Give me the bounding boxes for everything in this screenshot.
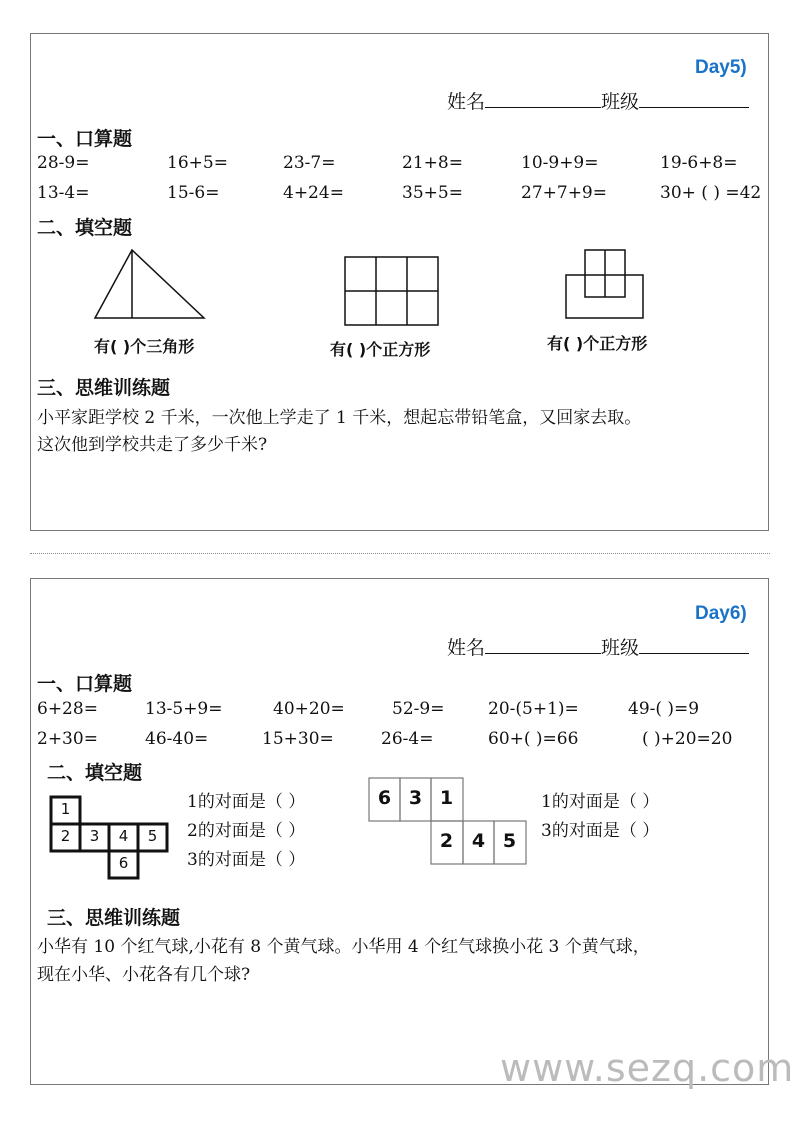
arith-problem: 23-7=	[283, 153, 336, 173]
arith-problem: 20-(5+1)=	[488, 699, 579, 719]
net-face-number: 3	[408, 787, 423, 809]
arith-problem: 19-6+8=	[660, 153, 738, 173]
watermark: www.sezq.com	[500, 1046, 795, 1090]
arith-problem: 46-40=	[145, 729, 209, 749]
problem-text: 小平家距学校 2 千米，一次他上学走了 1 千米，想起忘带铅笔盒，又回家去取。	[37, 408, 642, 428]
problem-text: 现在小华、小花各有几个球?	[37, 965, 251, 985]
problem-text: 小华有 10 个红气球,小花有 8 个黄气球。小华用 4 个红气球换小花 3 个黄气球，	[37, 937, 650, 957]
day5-title: Day5)	[695, 57, 747, 78]
net-face-number: 4	[118, 827, 129, 845]
net-face-number: 6	[118, 854, 129, 872]
net-face-number: 2	[439, 830, 454, 852]
question: 1的对面是（ ）	[541, 792, 660, 812]
name-class-line: 姓名 班级	[447, 87, 749, 114]
class-blank[interactable]	[639, 635, 749, 654]
arith-problem: 13-5+9=	[145, 699, 223, 719]
net-face-number: 6	[377, 787, 392, 809]
section-heading: 三、思维训练题	[37, 377, 171, 399]
arith-problem: 2+30=	[37, 729, 98, 749]
arith-problem: 35+5=	[402, 183, 463, 203]
arith-problem: 52-9=	[392, 699, 445, 719]
question: 3的对面是（ ）	[541, 821, 660, 841]
figure-label: 有( )个正方形	[330, 340, 431, 359]
section-heading: 一、口算题	[37, 673, 133, 695]
figure-label: 有( )个三角形	[94, 337, 195, 356]
figure-label: 有( )个正方形	[547, 334, 648, 353]
arith-problem: 15-6=	[167, 183, 220, 203]
name-blank[interactable]	[485, 635, 601, 654]
arith-problem: 16+5=	[167, 153, 228, 173]
net-face-number: 5	[147, 827, 158, 845]
arith-problem: 4+24=	[283, 183, 344, 203]
arith-problem: ( )+20=20	[642, 729, 733, 749]
arith-problem: 15+30=	[262, 729, 334, 749]
arith-problem: 28-9=	[37, 153, 90, 173]
day6-title: Day6)	[695, 603, 747, 624]
net-face-number: 1	[60, 800, 71, 818]
net-face-number: 3	[89, 827, 100, 845]
arith-problem: 49-( )=9	[628, 699, 700, 719]
arith-problem: 21+8=	[402, 153, 463, 173]
net-face-number: 4	[471, 830, 486, 852]
arith-problem: 6+28=	[37, 699, 98, 719]
section-heading: 三、思维训练题	[47, 907, 181, 929]
section-heading: 一、口算题	[37, 128, 133, 150]
problem-text: 这次他到学校共走了多少千米?	[37, 435, 268, 455]
overlap-squares-figure	[566, 250, 643, 318]
arith-problem: 27+7+9=	[521, 183, 607, 203]
section-heading: 二、填空题	[37, 217, 133, 239]
page-divider	[30, 553, 770, 554]
net-face-number: 1	[439, 787, 454, 809]
question: 3的对面是（ ）	[187, 850, 306, 870]
section-heading: 二、填空题	[47, 762, 143, 784]
net-face-number: 2	[60, 827, 71, 845]
arith-problem: 13-4=	[37, 183, 90, 203]
question: 2的对面是（ ）	[187, 821, 306, 841]
arith-problem: 30+ ( ) =42	[660, 183, 762, 203]
arith-problem: 60+( )=66	[488, 729, 579, 749]
name-class-line: 姓名 班级	[447, 633, 749, 660]
arith-problem: 26-4=	[381, 729, 434, 749]
net-face-number: 5	[502, 830, 517, 852]
triangle-figure	[95, 250, 204, 318]
question: 1的对面是（ ）	[187, 792, 306, 812]
arith-problem: 10-9+9=	[521, 153, 599, 173]
arith-problem: 40+20=	[273, 699, 345, 719]
